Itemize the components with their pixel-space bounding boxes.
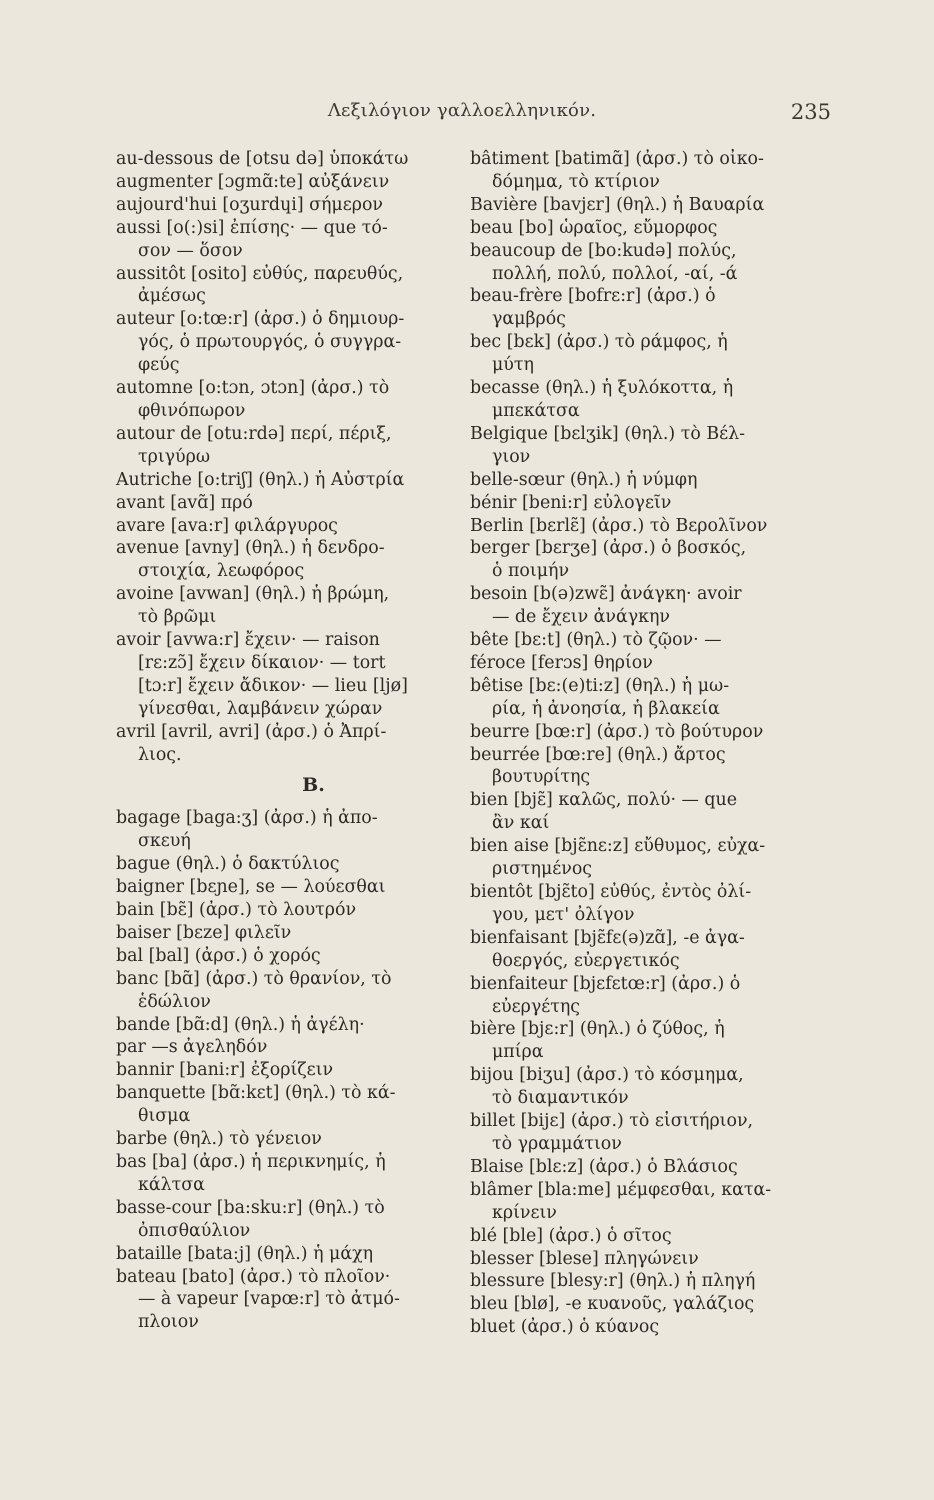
dictionary-line: [rɛ:zɔ̃] ἔχειν δίκαιον· — tort [138,652,386,673]
dictionary-line: beau-frère [bofrɛ:r] (ἀρσ.) ὁ [470,286,716,307]
right-column [470,148,830,1339]
dictionary-line: μπίρα [492,1042,544,1063]
dictionary-line: banquette [bɑ̃:kɛt] (θηλ.) τὸ κά- [116,1083,396,1104]
dictionary-line: εὐεργέτης [492,996,580,1017]
dictionary-line: ὀπισθαύλιον [138,1220,251,1241]
dictionary-line: bière [bjɛ:r] (θηλ.) ὁ ζύθος, ἡ [470,1019,725,1040]
dictionary-line: πλοιον [138,1312,199,1333]
dictionary-line: aussitôt [osito] εὐθύς, παρευθύς, [116,263,404,284]
dictionary-line: τὸ διαμαντικόν [492,1088,629,1109]
dictionary-line: becasse (θηλ.) ἡ ξυλόκοττα, ἡ [470,378,734,399]
dictionary-line: ἀμέσως [138,286,206,307]
dictionary-line: θισμα [138,1106,191,1127]
dictionary-line: barbe (θηλ.) τὸ γένειον [116,1129,322,1150]
dictionary-line: blâmer [bla:me] μέμφεσθαι, κατα- [470,1179,772,1200]
dictionary-line: κάλτσα [138,1174,205,1195]
dictionary-line: blessure [blesy:r] (θηλ.) ἡ πληγή [470,1271,756,1292]
dictionary-line: σκευή [138,831,191,852]
dictionary-line: bain [bɛ̃] (ἀρσ.) τὸ λουτρόν [116,900,357,920]
dictionary-line: bâtiment [batimɑ̃] (ἀρσ.) τὸ οἰκο- [470,149,764,169]
dictionary-line: ἑδώλιον [138,991,211,1012]
dictionary-line: bienfaiteur [bjɛfɛtœ:r] (ἀρσ.) ὁ [470,973,741,994]
dictionary-line: bateau [bato] (ἀρσ.) τὸ πλοῖον· [116,1266,391,1287]
dictionary-line: Belgique [bɛlʒik] (θηλ.) τὸ Βέλ- [470,423,746,444]
dictionary-line: γίνεσθαι, λαμβάνειν χώραν [138,698,383,719]
dictionary-line: φεύς [138,355,180,376]
dictionary-line: ριστημένος [492,859,593,880]
dictionary-line: bienfaisant [bjɛ̃fɛ(ə)zɑ̃], -e ἀγα- [470,927,745,948]
dictionary-line: aussi [o(:)si] ἐπίσης· — que τό- [116,217,388,238]
dictionary-line: bal [bal] (ἀρσ.) ὁ χορός [116,945,321,966]
dictionary-line: avant [avɑ̃] πρό [116,492,253,513]
dictionary-line: bientôt [bjɛ̃to] εὐθύς, ἐντὸς ὀλί- [470,882,752,902]
dictionary-line: τὸ γραμμάτιον [492,1133,622,1154]
dictionary-line: Autriche [o:triʃ] (θηλ.) ἡ Αὐστρία [116,469,405,490]
dictionary-line: berger [bɛrʒe] (ἀρσ.) ὁ βοσκός, [470,538,747,559]
dictionary-line: avoir [avwa:r] ἔχειν· — raison [116,630,380,651]
dictionary-line: avoine [avwan] (θηλ.) ἡ βρώμη, [116,584,390,605]
dictionary-line: στοιχία, λεωφόρος [138,561,305,582]
section-letter: B. [302,774,325,797]
dictionary-line: bataille [bata:j] (θηλ.) ἡ μάχη [116,1243,374,1264]
dictionary-line: bannir [bani:r] ἐξορίζειν [116,1060,334,1081]
dictionary-line: basse-cour [ba:sku:r] (θηλ.) τὸ [116,1197,385,1218]
dictionary-line: besoin [b(ə)zwɛ̃] ἀνάγκη· avoir [470,584,742,605]
dictionary-line: bête [bɛ:t] (θηλ.) τὸ ζῷον· — [470,630,722,651]
dictionary-line: μπεκάτσα [492,400,580,421]
dictionary-line: beurre [bœ:r] (ἀρσ.) τὸ βούτυρον [470,721,764,742]
dictionary-line: σον — ὅσον [138,240,243,261]
dictionary-line: auteur [o:tœ:r] (ἀρσ.) ὁ δημιουρ- [116,309,405,330]
right-entries [470,148,830,1339]
running-title: Λεξιλόγιον γαλλοελληνικόν. [327,100,597,121]
dictionary-line: Bavière [bavjɛr] (θηλ.) ἡ Βαυαρία [470,194,765,215]
dictionary-line: beurrée [bœ:re] (θηλ.) ἄρτος [470,744,726,765]
dictionary-line: banc [bɑ̃] (ἀρσ.) τὸ θρανίον, τὸ [116,968,392,989]
dictionary-line: avril [avril, avri] (ἀρσ.) ὁ Ἀπρί- [116,721,387,742]
dictionary-line: τὸ βρῶμι [138,607,217,628]
dictionary-line: belle-sœur (θηλ.) ἡ νύμφη [470,469,698,490]
dictionary-line: μύτη [492,355,534,376]
dictionary-line: γός, ὁ πρωτουργός, ὁ συγγρα- [138,332,402,353]
dictionary-line: billet [bijɛ] (ἀρσ.) τὸ εἰσιτήριον, [470,1111,754,1132]
dictionary-line: augmenter [ɔgmɑ̃:te] αὐξάνειν [116,171,390,192]
dictionary-line: bénir [beni:r] εὐλογεῖν [470,492,672,513]
left-column [116,148,471,1334]
dictionary-line: Berlin [bɛrlɛ̃] (ἀρσ.) τὸ Βερολῖνον [470,515,768,536]
dictionary-line: λιος. [138,744,182,765]
dictionary-line: bec [bɛk] (ἀρσ.) τὸ ράμφος, ἡ [470,332,728,353]
dictionary-line: — de ἔχειν ἀνάγκην [492,607,670,628]
dictionary-line: bijou [biʒu] (ἀρσ.) τὸ κόσμημα, [470,1065,744,1086]
dictionary-line: au-dessous de [otsu də] ὑποκάτω [116,149,409,169]
dictionary-line: ρία, ἡ ἀνοησία, ἡ βλακεία [492,698,720,719]
dictionary-line: φθινόπωρον [138,400,246,421]
dictionary-line: πολλή, πολύ, πολλοί, -αί, -ά [492,263,738,284]
dictionary-line: ἂν καί [492,813,550,834]
dictionary-line: τριγύρω [138,446,211,467]
dictionary-line: autour de [otu:rdə] περί, πέριξ, [116,423,392,444]
dictionary-line: automne [o:tɔn, ɔtɔn] (ἀρσ.) τὸ [116,378,390,399]
dictionary-line: γιον [492,446,531,467]
dictionary-line: βουτυρίτης [492,767,591,788]
dictionary-line: baiser [bɛze] φιλεῖν [116,922,292,943]
dictionary-line: [tɔ:r] ἔχειν ἄδικον· — lieu [ljø] [138,675,408,696]
dictionary-line: γαμβρός [492,309,566,330]
page-number: 235 [790,100,831,124]
dictionary-line: Blaise [blɛ:z] (ἀρσ.) ὁ Βλάσιος [470,1156,738,1177]
dictionary-line: bagage [baga:ʒ] (ἀρσ.) ἡ ἀπο- [116,808,378,829]
dictionary-line: blé [ble] (ἀρσ.) ὁ σῖτος [470,1225,672,1246]
dictionary-line: ὁ ποιμήν [492,561,570,582]
dictionary-line: bluet (ἀρσ.) ὁ κύανος [470,1317,660,1338]
dictionary-line: κρίνειν [492,1202,557,1223]
left-entries-a [116,148,471,766]
dictionary-line: bleu [blø], -e κυανοῦς, γαλάζιος [470,1294,755,1315]
dictionary-line: θοεργός, εὐεργετικός [492,950,680,971]
left-entries-b [116,807,471,1334]
dictionary-line: avare [ava:r] φιλάργυρος [116,515,338,536]
dictionary-line: bas [ba] (ἀρσ.) ἡ περικνημίς, ἡ [116,1151,386,1172]
dictionary-line: baigner [bɛɲe], se — λούεσθαι [116,877,386,898]
dictionary-line: par —s ἀγεληδόν [116,1037,268,1058]
dictionary-line: aujourd'hui [oʒurdɥi] σήμερον [116,194,384,215]
dictionary-line: beau [bo] ὡραῖος, εὔμορφος [470,217,718,238]
dictionary-line: bague (θηλ.) ὁ δακτύλιος [116,854,340,875]
dictionary-line: beaucoup de [bo:kudə] πολύς, [470,240,737,261]
dictionary-line: bien [bjɛ̃] καλῶς, πολύ· — que [470,790,738,811]
dictionary-line: féroce [ferɔs] θηρίον [470,652,653,673]
dictionary-line: avenue [avny] (θηλ.) ἡ δενδρο- [116,538,385,559]
dictionary-line: — à vapeur [vapœ:r] τὸ ἀτμό- [138,1289,400,1310]
dictionary-line: bêtise [bɛ:(e)ti:z] (θηλ.) ἡ μω- [470,675,730,696]
dictionary-line: blesser [blese] πληγώνειν [470,1248,699,1269]
dictionary-line: γου, μετ' ὀλίγον [492,904,635,925]
dictionary-line: bande [bɑ̃:d] (θηλ.) ἡ ἀγέλη· [116,1014,365,1035]
dictionary-line: bien aise [bjɛ̃nɛ:z] εὔθυμος, εὐχα- [470,836,766,857]
dictionary-line: δόμημα, τὸ κτίριον [492,171,660,192]
